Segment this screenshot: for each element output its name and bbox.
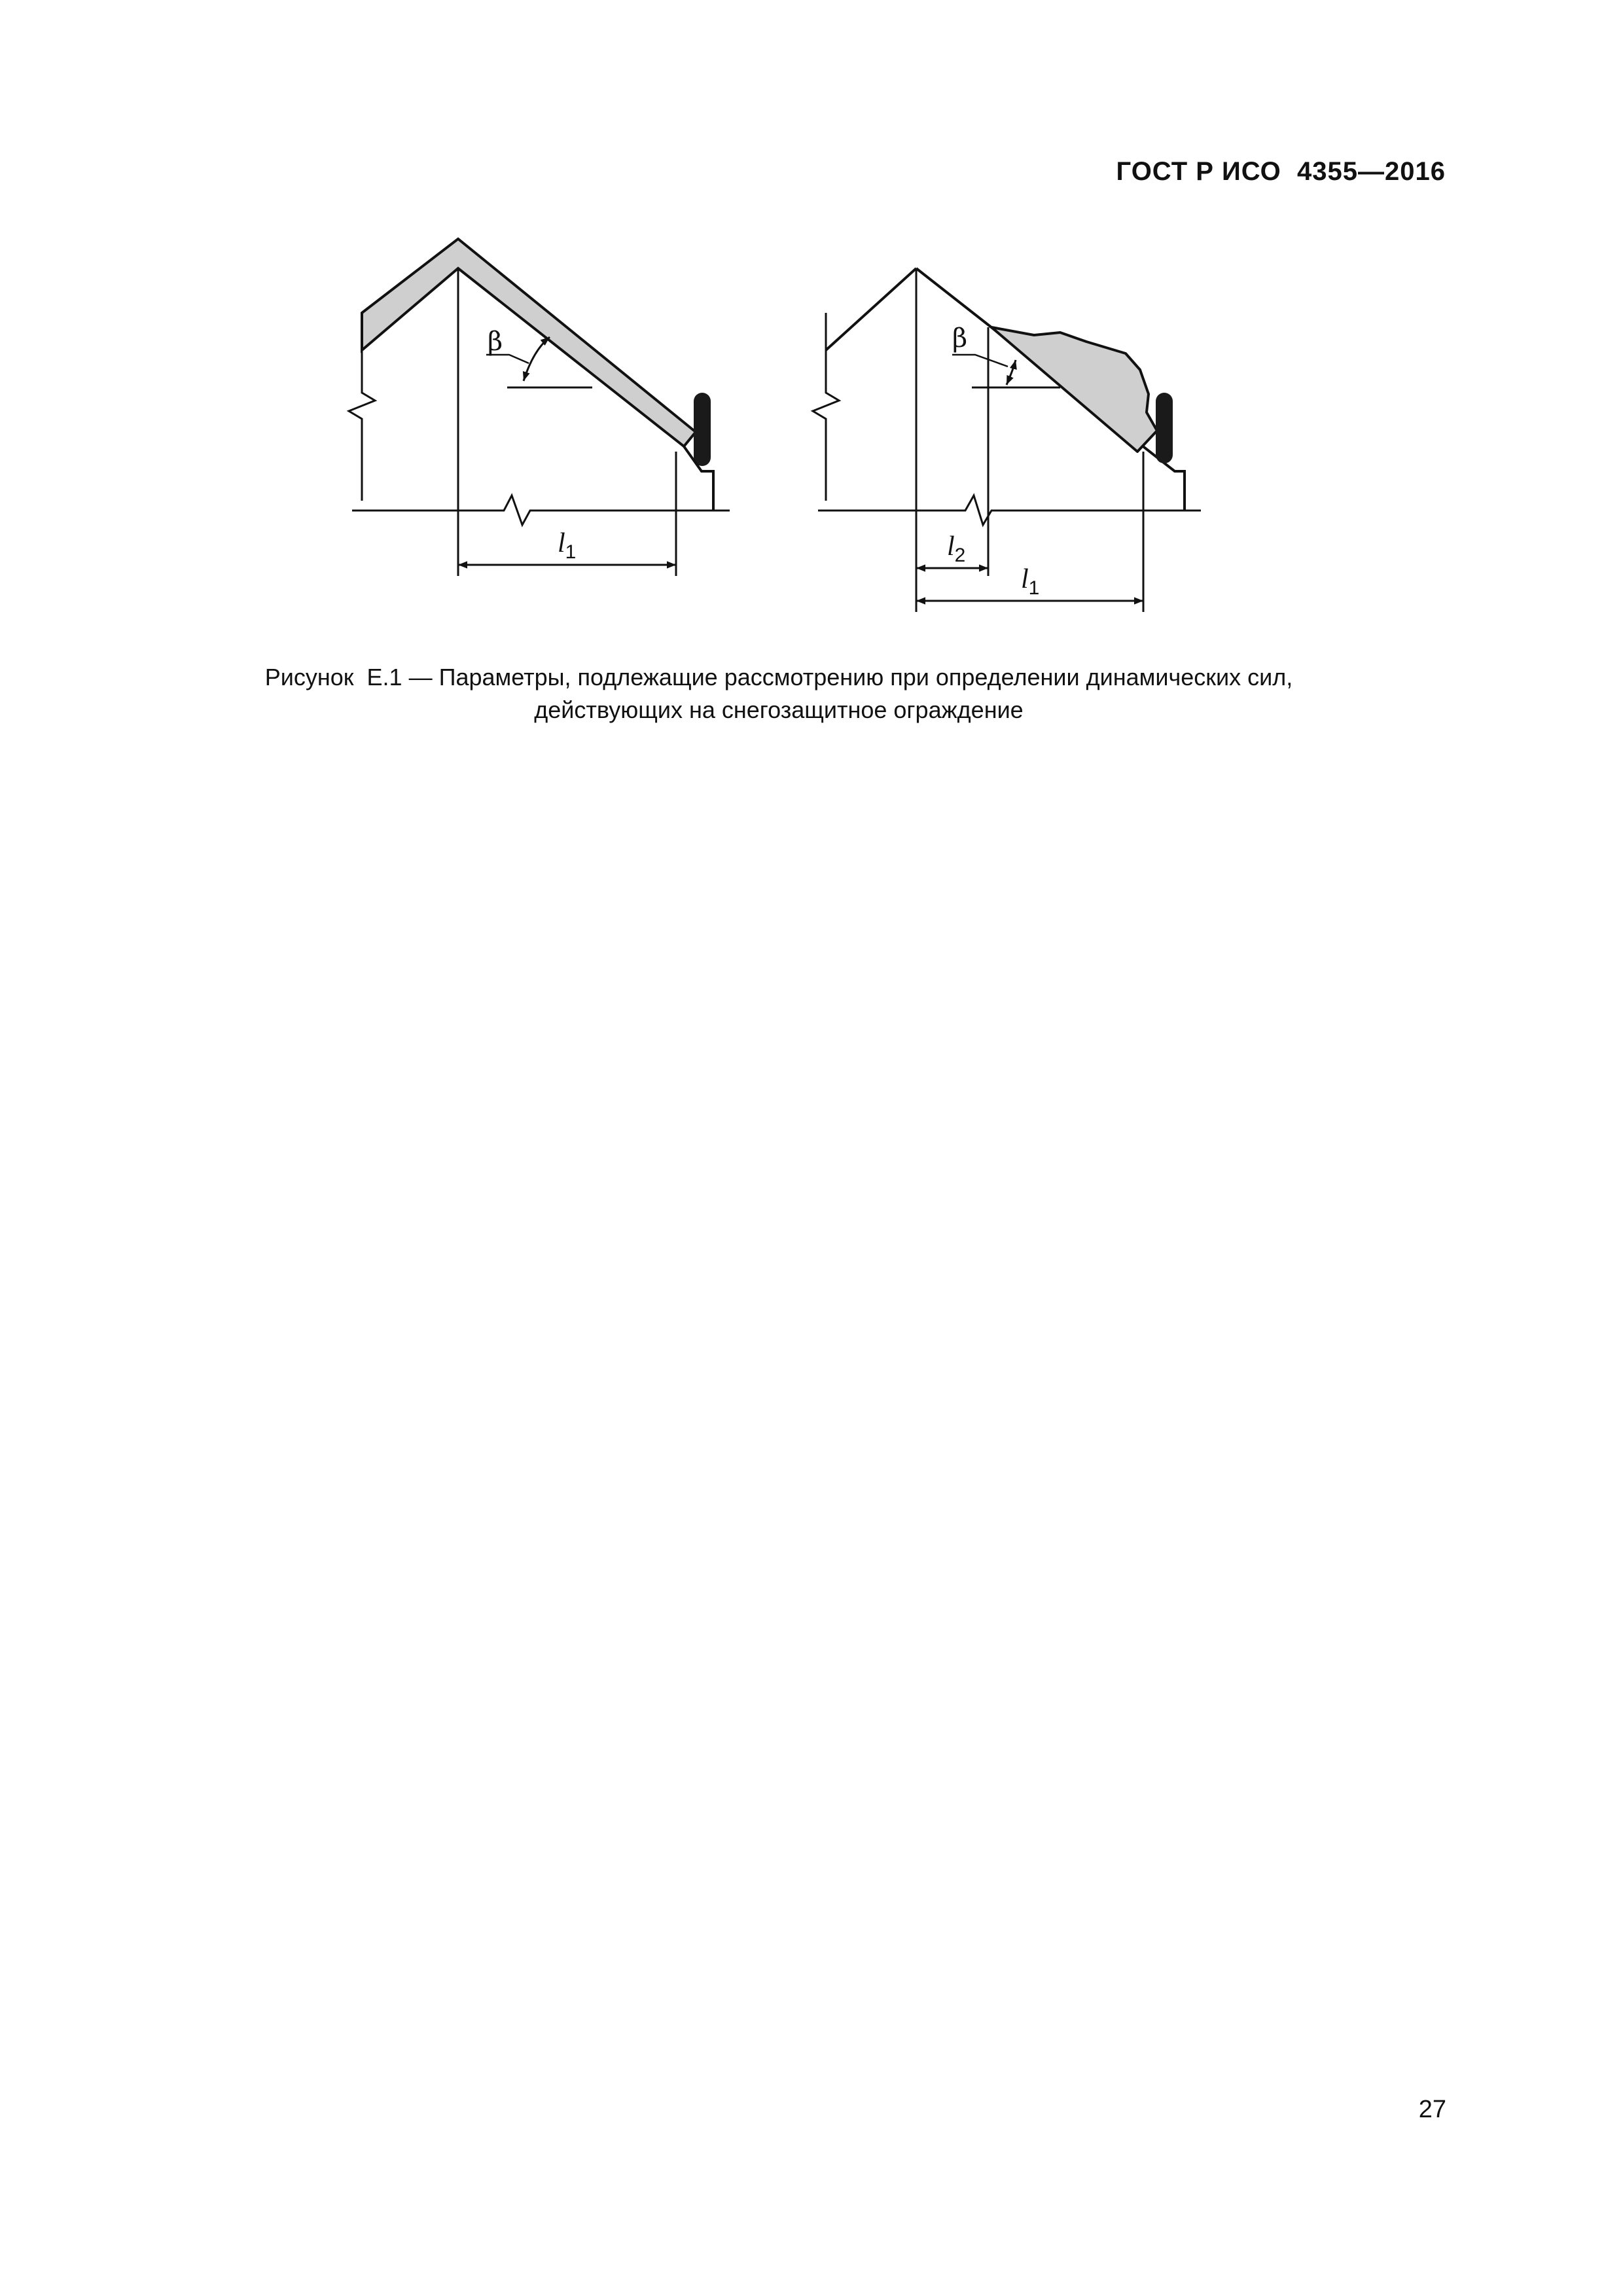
left-ground-line: [352, 495, 730, 525]
figure-caption-line-1: Рисунок Е.1 — Параметры, подлежащие рассмотрению при определении динамических сил,: [264, 664, 1293, 691]
right-snow-deposit: [991, 327, 1157, 452]
left-snow-guard: [694, 393, 711, 466]
figure-caption: [131, 661, 1427, 726]
right-angle-arc: [1007, 360, 1016, 385]
left-angle-arc: [524, 337, 550, 381]
right-beta-label: β: [952, 323, 968, 353]
right-dimension-l1-label: $l_1$: [1021, 564, 1040, 599]
page-number: 27: [1418, 2096, 1446, 2123]
left-roof-diagram: [349, 239, 730, 576]
left-dimension-l1-label: $l_1$: [558, 528, 577, 563]
right-dimension-l2-label: $l_2$: [947, 531, 966, 566]
snow-guard-figure: [0, 0, 1623, 655]
right-roof-left-slope: [826, 268, 916, 350]
left-roof-layer: [362, 239, 696, 446]
figure-caption-line-2: действующих на снегозащитное ограждение: [534, 696, 1024, 723]
document-code-header: ГОСТ Р ИСО 4355—2016: [1116, 157, 1446, 186]
left-beta-label: β: [488, 327, 503, 357]
right-snow-guard: [1156, 393, 1173, 463]
right-beta-leader: [952, 355, 1008, 367]
right-roof-diagram: [813, 268, 1201, 612]
